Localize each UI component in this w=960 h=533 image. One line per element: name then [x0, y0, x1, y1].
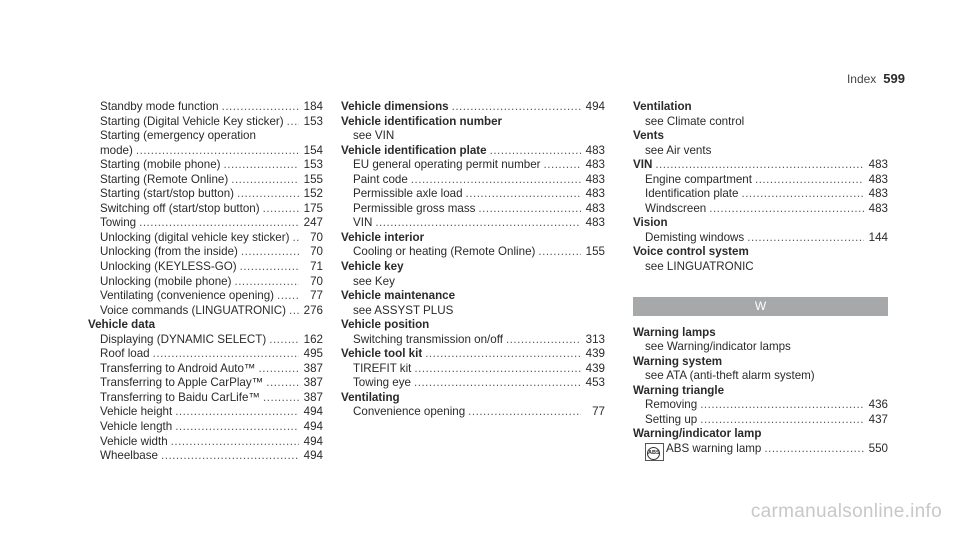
- index-heading: Warning triangle: [633, 383, 725, 397]
- index-entry: TIREFIT kit ..... 439: [341, 362, 605, 377]
- index-entry: Starting (mobile phone) ..... 153: [88, 158, 323, 173]
- index-entry: Transferring to Baidu CarLife™ ..... 387: [88, 391, 323, 406]
- index-entry: Unlocking (digital vehicle key sticker) ..... 70: [88, 231, 323, 246]
- index-entry: Unlocking (KEYLESS-GO) ..... 71: [88, 260, 323, 275]
- index-see-reference: see ASSYST PLUS: [353, 303, 454, 317]
- watermark: carmanualsonline.info: [750, 501, 942, 522]
- index-entry: Permissible axle load ..... 483: [341, 187, 605, 202]
- index-heading: Ventilating: [341, 390, 400, 404]
- index-entry: Ventilating (convenience opening) ..... 77: [88, 289, 323, 304]
- index-heading: Vents: [633, 129, 664, 143]
- index-entry: Displaying (DYNAMIC SELECT) ..... 162: [88, 333, 323, 348]
- index-column-3: [633, 100, 888, 461]
- index-see-reference: see ATA (anti-theft alarm system): [645, 369, 815, 383]
- index-entry: Starting (Digital Vehicle Key sticker) ..... 153: [88, 115, 323, 130]
- page-header: [847, 71, 905, 86]
- index-entry: Starting (emergency operation: [100, 129, 256, 143]
- index-entry: Cooling or heating (Remote Online) ..... 155: [341, 245, 605, 260]
- section-letter-bar: W: [633, 297, 888, 316]
- abs-warning-icon: ABS: [645, 443, 664, 461]
- index-entry: Starting (Remote Online) ..... 155: [88, 173, 323, 188]
- index-see-reference: see Key: [353, 274, 395, 288]
- index-entry: ABS ABS warning lamp ..... 550: [633, 442, 888, 461]
- index-see-reference: see Warning/indicator lamps: [645, 340, 791, 354]
- index-entry: Starting (start/stop button) ..... 152: [88, 187, 323, 202]
- index-see-reference: see LINGUATRONIC: [645, 260, 754, 274]
- index-entry: Paint code ..... 483: [341, 173, 605, 188]
- index-heading: Vehicle identification number: [341, 114, 503, 128]
- index-entry: Vehicle width ..... 494: [88, 435, 323, 450]
- index-entry: Setting up ..... 437: [633, 413, 888, 428]
- index-entry: mode) ..... 154: [88, 144, 323, 159]
- index-entry: Unlocking (mobile phone) ..... 70: [88, 275, 323, 290]
- index-entry: Demisting windows ..... 144: [633, 231, 888, 246]
- index-entry: VIN ..... 483: [341, 216, 605, 231]
- index-heading: Vision: [633, 216, 668, 230]
- index-heading: Vehicle maintenance: [341, 289, 456, 303]
- index-heading: Ventilation: [633, 100, 692, 113]
- index-column-1: [88, 100, 323, 464]
- index-entry: Identification plate ..... 483: [633, 187, 888, 202]
- index-see-reference: see Climate control: [645, 114, 745, 128]
- index-entry: Removing ..... 436: [633, 398, 888, 413]
- index-entry: Voice commands (LINGUATRONIC) ..... 276: [88, 304, 323, 319]
- index-heading: Vehicle position: [341, 318, 430, 332]
- index-heading: Vehicle interior: [341, 230, 425, 244]
- index-entry: Transferring to Android Auto™ ..... 387: [88, 362, 323, 377]
- index-entry: Engine compartment ..... 483: [633, 173, 888, 188]
- index-heading: Vehicle tool kit ..... 439: [341, 347, 605, 362]
- index-entry: EU general operating permit number ..... 483: [341, 158, 605, 173]
- index-entry: Switching transmission on/off ..... 313: [341, 333, 605, 348]
- index-entry: Towing eye ..... 453: [341, 376, 605, 391]
- page-number: 599: [883, 71, 905, 86]
- index-entry: Permissible gross mass ..... 483: [341, 202, 605, 217]
- index-entry: Transferring to Apple CarPlay™ ..... 387: [88, 376, 323, 391]
- index-heading: Vehicle dimensions ..... 494: [341, 100, 605, 115]
- index-entry: Convenience opening ..... 77: [341, 405, 605, 420]
- index-entry: Switching off (start/stop button) ..... 175: [88, 202, 323, 217]
- index-entry: Unlocking (from the inside) ..... 70: [88, 245, 323, 260]
- index-entry: Standby mode function ..... 184: [88, 100, 323, 115]
- index-entry: Windscreen ..... 483: [633, 202, 888, 217]
- index-entry: Vehicle length ..... 494: [88, 420, 323, 435]
- index-see-reference: see Air vents: [645, 143, 712, 157]
- index-entry: Roof load ..... 495: [88, 347, 323, 362]
- index-entry: Wheelbase ..... 494: [88, 449, 323, 464]
- index-column-2: [341, 100, 605, 420]
- index-entry: Towing ..... 247: [88, 216, 323, 231]
- index-entry: Vehicle height ..... 494: [88, 405, 323, 420]
- index-heading: Warning system: [633, 354, 723, 368]
- index-heading: VIN ..... 483: [633, 158, 888, 173]
- index-label: Index: [846, 72, 877, 86]
- index-heading: Voice control system: [633, 245, 749, 259]
- index-see-reference: see VIN: [353, 129, 395, 143]
- index-heading: Vehicle identification plate ..... 483: [341, 144, 605, 159]
- index-heading: Warning lamps: [633, 325, 716, 339]
- index-heading: Vehicle data: [88, 318, 156, 332]
- index-heading: Vehicle key: [341, 260, 404, 274]
- index-heading: Warning/indicator lamp: [633, 427, 762, 441]
